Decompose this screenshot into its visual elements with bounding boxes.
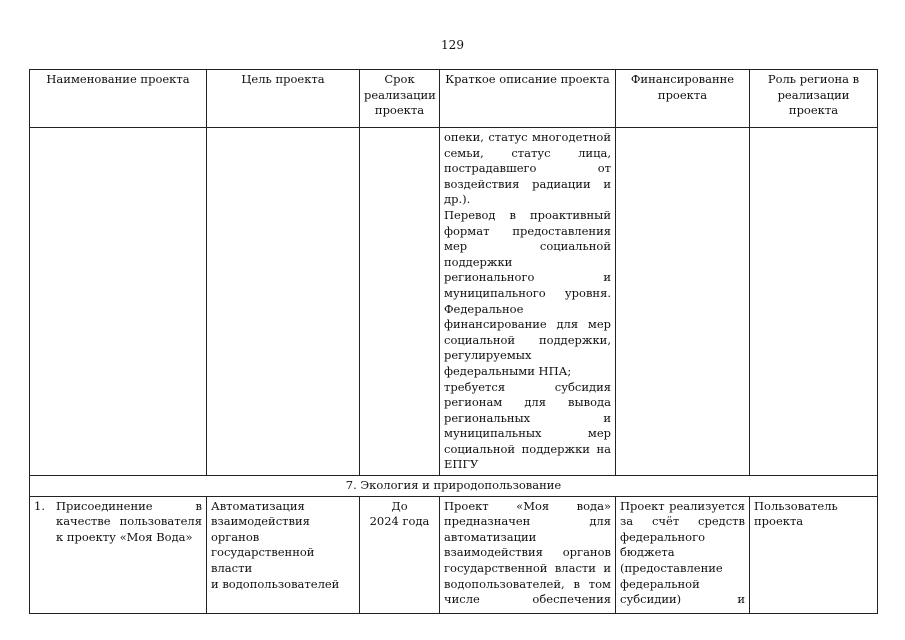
financing-line: федерального — [620, 529, 706, 544]
financing-line: Проект реализуется — [620, 498, 745, 513]
continued-row — [30, 128, 878, 476]
header-project-financing: Финансированне проекта — [616, 70, 750, 128]
description-line: федеральными НПА; — [444, 363, 572, 378]
header-project-term: Срок реализации проекта — [360, 70, 440, 128]
cell-project-goal — [207, 496, 360, 613]
header-region-role: Роль региона в реализации проекта — [750, 70, 878, 128]
description-line: числе обеспечения — [444, 592, 611, 607]
project-goal-line: взаимодействия — [211, 514, 310, 529]
description-line: региональных и — [444, 410, 611, 425]
region-role-line: проекта — [754, 514, 804, 529]
description-line: социальной поддержки на — [444, 441, 611, 456]
description-line: опеки, статус многодетной — [444, 130, 611, 144]
description-line: автоматизации — [444, 529, 537, 544]
cell-empty-role — [750, 128, 878, 476]
cell-project-description — [440, 496, 616, 613]
description-line: ЕПГУ — [444, 457, 479, 472]
cell-project-term — [360, 496, 440, 613]
region-role-line: Пользователь — [754, 498, 838, 513]
project-goal-line: органов — [211, 529, 260, 544]
cell-region-role — [750, 496, 878, 613]
project-name-line: Присоединение в — [56, 498, 202, 513]
cell-empty-goal — [207, 128, 360, 476]
description-line: социальной поддержки, — [444, 332, 611, 347]
description-line: финансирование для мер — [444, 317, 611, 332]
financing-line: бюджета — [620, 545, 675, 560]
financing-line: федеральной — [620, 576, 700, 591]
description-line: водопользователей, в том — [444, 576, 611, 591]
description-line: мер социальной поддержки — [444, 239, 611, 269]
header-row — [30, 70, 878, 128]
row-number: 1. — [34, 498, 45, 513]
section-row — [30, 476, 878, 497]
table-row — [30, 496, 878, 613]
description-line: др.). — [444, 192, 471, 207]
cell-empty-financing — [616, 128, 750, 476]
description-line: регулируемых — [444, 348, 532, 363]
description-line: требуется субсидия — [444, 379, 611, 394]
project-name-line: к проекту «Моя Вода» — [56, 529, 193, 544]
description-line: взаимодействия органов — [444, 545, 611, 560]
cell-project-name — [30, 496, 207, 613]
financing-line: (предоставление — [620, 561, 723, 576]
financing-line: субсидии) и — [620, 592, 745, 607]
description-line: регионального и — [444, 270, 611, 285]
cell-empty-term — [360, 128, 440, 476]
project-goal-line: Автоматизация — [211, 498, 305, 513]
description-line: семьи, статус лица, — [444, 145, 611, 160]
project-name-line: качестве пользователя — [56, 514, 202, 529]
cell-empty-name — [30, 128, 207, 476]
description-line: муниципальных мер — [444, 426, 611, 441]
description-line: регионам для вывода — [444, 395, 611, 410]
description-line: муниципального уровня. — [444, 285, 611, 300]
description-line: формат предоставления — [444, 223, 611, 238]
financing-line: за счёт средств — [620, 514, 745, 529]
header-project-description: Краткое описание проекта — [440, 70, 616, 128]
section-title: 7. Экология и природопользование — [30, 476, 878, 497]
project-name-text — [56, 499, 202, 546]
header-project-name: Наименование проекта — [30, 70, 207, 128]
cell-continued-description — [440, 128, 616, 476]
description-line: государственной власти и — [444, 561, 611, 576]
projects-table — [29, 69, 878, 614]
cell-project-financing — [616, 496, 750, 613]
description-line: Проект «Моя вода» — [444, 498, 611, 513]
description-line: воздействия радиации и — [444, 176, 611, 191]
project-goal-line: государственной власти — [211, 545, 315, 576]
project-term-line: 2024 года — [369, 514, 430, 529]
project-term-line: До — [391, 498, 408, 513]
header-project-goal: Цель проекта — [207, 70, 360, 128]
description-line: предназначен для — [444, 514, 611, 529]
description-line: Федеральное — [444, 301, 524, 316]
description-line: Перевод в проактивный — [444, 207, 611, 222]
project-goal-line: и водопользователей — [211, 576, 340, 591]
description-line: пострадавшего от — [444, 161, 611, 176]
page-number: 129 — [441, 38, 464, 52]
